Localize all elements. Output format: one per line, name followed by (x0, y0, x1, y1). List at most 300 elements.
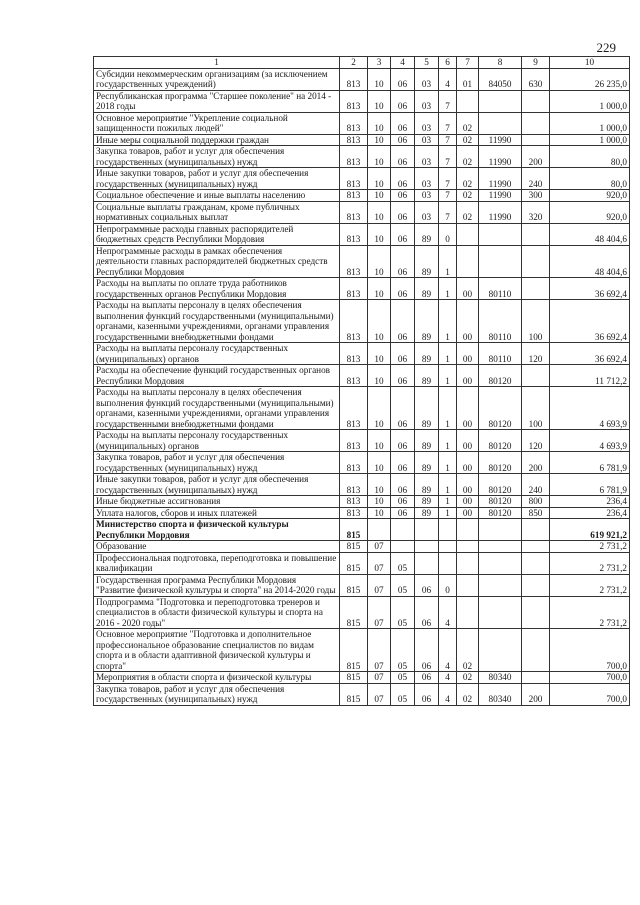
code-subprogram: 4 (439, 683, 457, 705)
code-activity (457, 90, 479, 112)
code-ministry: 813 (340, 430, 368, 452)
row-name: Уплата налогов, сборов и иных платежей (94, 507, 340, 519)
code-subsection: 06 (391, 245, 415, 278)
table-row (94, 112, 630, 134)
code-expense-type: 100 (522, 387, 550, 430)
code-section: 10 (368, 343, 391, 365)
row-amount: 700,0 (550, 629, 630, 672)
column-header: 6 (439, 57, 457, 69)
code-ministry: 813 (340, 112, 368, 134)
table-row (94, 190, 630, 202)
row-amount: 920,0 (550, 201, 630, 223)
code-activity: 00 (457, 452, 479, 474)
code-direction: 84050 (479, 68, 522, 90)
row-amount: 80,0 (550, 146, 630, 168)
row-amount: 26 235,0 (550, 68, 630, 90)
code-direction: 80340 (479, 672, 522, 684)
code-activity: 02 (457, 683, 479, 705)
row-name: Министерство спорта и физической культуры Республики Мордовия (94, 519, 340, 541)
code-direction (479, 245, 522, 278)
code-activity: 00 (457, 365, 479, 387)
code-ministry: 813 (340, 343, 368, 365)
code-program: 03 (415, 146, 439, 168)
column-header: 1 (94, 57, 340, 69)
code-ministry: 813 (340, 452, 368, 474)
code-activity: 02 (457, 201, 479, 223)
row-amount: 36 692,4 (550, 300, 630, 343)
row-name: Расходы на выплаты персоналу в целях обеспечения выполнения функций государственными (муниципальными) органами, казенными учреждениями, органами управления государственными внебюджетными фондами (94, 300, 340, 343)
code-subsection: 06 (391, 387, 415, 430)
code-direction (479, 223, 522, 245)
code-section: 07 (368, 672, 391, 684)
code-activity: 00 (457, 343, 479, 365)
code-program: 06 (415, 574, 439, 596)
row-name: Расходы на выплаты персоналу государственных (муниципальных) органов (94, 343, 340, 365)
code-section: 10 (368, 90, 391, 112)
code-subsection: 05 (391, 672, 415, 684)
code-direction (479, 629, 522, 672)
code-activity (457, 245, 479, 278)
row-amount: 920,0 (550, 190, 630, 202)
code-section: 10 (368, 201, 391, 223)
code-expense-type: 850 (522, 507, 550, 519)
row-name: Закупка товаров, работ и услуг для обеспечения государственных (муниципальных) нужд (94, 452, 340, 474)
code-direction: 80110 (479, 300, 522, 343)
code-direction (479, 541, 522, 553)
code-subsection: 06 (391, 452, 415, 474)
row-amount: 1 000,0 (550, 112, 630, 134)
table-row (94, 452, 630, 474)
code-subsection (391, 541, 415, 553)
code-subprogram: 7 (439, 134, 457, 146)
row-amount: 700,0 (550, 683, 630, 705)
row-name: Расходы на выплаты персоналу в целях обеспечения выполнения функций государственными (муниципальными) органами, казенными учреждениями, органами управления государственными внебюджетными фондами (94, 387, 340, 430)
code-activity (457, 574, 479, 596)
code-ministry: 815 (340, 519, 368, 541)
column-header: 4 (391, 57, 415, 69)
table-row (94, 245, 630, 278)
code-program: 89 (415, 278, 439, 300)
code-subsection: 05 (391, 683, 415, 705)
row-amount: 2 731,2 (550, 552, 630, 574)
code-direction (479, 596, 522, 629)
code-subprogram: 7 (439, 168, 457, 190)
row-name: Субсидии некоммерческим организациям (за исключением государственных учреждений) (94, 68, 340, 90)
code-ministry: 813 (340, 68, 368, 90)
code-subprogram: 4 (439, 672, 457, 684)
code-section: 10 (368, 146, 391, 168)
code-ministry: 815 (340, 552, 368, 574)
page-number: 229 (596, 40, 616, 55)
code-activity: 00 (457, 387, 479, 430)
code-section: 10 (368, 278, 391, 300)
code-subprogram: 7 (439, 201, 457, 223)
code-ministry: 815 (340, 683, 368, 705)
code-ministry: 813 (340, 300, 368, 343)
code-program: 89 (415, 452, 439, 474)
code-section: 07 (368, 629, 391, 672)
code-expense-type: 200 (522, 146, 550, 168)
code-program: 03 (415, 201, 439, 223)
row-amount: 2 731,2 (550, 541, 630, 553)
code-section: 10 (368, 387, 391, 430)
code-direction: 11990 (479, 134, 522, 146)
code-program: 06 (415, 683, 439, 705)
code-section: 07 (368, 552, 391, 574)
column-header: 7 (457, 57, 479, 69)
code-subsection: 06 (391, 278, 415, 300)
code-activity: 02 (457, 134, 479, 146)
row-name: Иные меры социальной поддержки граждан (94, 134, 340, 146)
table-row (94, 683, 630, 705)
code-program: 06 (415, 596, 439, 629)
code-section: 07 (368, 574, 391, 596)
row-amount: 36 692,4 (550, 278, 630, 300)
code-subprogram: 1 (439, 452, 457, 474)
row-amount: 48 404,6 (550, 245, 630, 278)
code-subsection: 05 (391, 574, 415, 596)
code-section: 10 (368, 507, 391, 519)
code-program: 03 (415, 134, 439, 146)
code-ministry: 813 (340, 387, 368, 430)
code-direction: 80120 (479, 496, 522, 508)
table-row (94, 430, 630, 452)
code-ministry: 813 (340, 278, 368, 300)
code-activity (457, 223, 479, 245)
code-expense-type (522, 519, 550, 541)
code-subprogram: 1 (439, 300, 457, 343)
code-subsection: 06 (391, 343, 415, 365)
code-direction: 11990 (479, 201, 522, 223)
code-expense-type: 100 (522, 300, 550, 343)
column-header: 8 (479, 57, 522, 69)
code-activity (457, 552, 479, 574)
table-row (94, 68, 630, 90)
code-activity: 00 (457, 300, 479, 343)
code-expense-type: 240 (522, 474, 550, 496)
code-activity: 00 (457, 278, 479, 300)
code-subsection: 06 (391, 190, 415, 202)
code-subprogram: 7 (439, 90, 457, 112)
row-amount: 2 731,2 (550, 596, 630, 629)
code-subsection: 06 (391, 112, 415, 134)
code-activity: 02 (457, 629, 479, 672)
code-direction: 11990 (479, 168, 522, 190)
code-activity: 00 (457, 474, 479, 496)
row-amount: 6 781,9 (550, 474, 630, 496)
table-row (94, 146, 630, 168)
code-section: 10 (368, 245, 391, 278)
row-name: Основное мероприятие "Укрепление социальной защищенности пожилых людей" (94, 112, 340, 134)
code-ministry: 813 (340, 507, 368, 519)
code-program: 03 (415, 68, 439, 90)
code-program: 89 (415, 474, 439, 496)
code-expense-type (522, 90, 550, 112)
code-expense-type: 120 (522, 430, 550, 452)
code-activity (457, 596, 479, 629)
table-row (94, 574, 630, 596)
code-activity: 02 (457, 146, 479, 168)
code-program: 89 (415, 223, 439, 245)
table-body (94, 68, 630, 705)
code-program: 03 (415, 190, 439, 202)
row-amount: 48 404,6 (550, 223, 630, 245)
row-name: Расходы на выплаты по оплате труда работников государственных органов Республики Мордовия (94, 278, 340, 300)
code-direction (479, 574, 522, 596)
code-section: 10 (368, 190, 391, 202)
code-program (415, 541, 439, 553)
code-program (415, 519, 439, 541)
code-subsection: 05 (391, 596, 415, 629)
code-expense-type: 300 (522, 190, 550, 202)
code-section: 10 (368, 365, 391, 387)
code-expense-type (522, 134, 550, 146)
row-name: Расходы на выплаты персоналу государственных (муниципальных) органов (94, 430, 340, 452)
column-number-row (94, 57, 630, 69)
table-row (94, 134, 630, 146)
code-ministry: 815 (340, 629, 368, 672)
code-section: 07 (368, 541, 391, 553)
code-expense-type: 800 (522, 496, 550, 508)
code-program: 03 (415, 168, 439, 190)
code-subsection: 06 (391, 146, 415, 168)
code-direction: 11990 (479, 146, 522, 168)
code-ministry: 813 (340, 168, 368, 190)
table-row (94, 541, 630, 553)
code-expense-type: 120 (522, 343, 550, 365)
code-subsection: 06 (391, 474, 415, 496)
code-subprogram: 1 (439, 430, 457, 452)
code-activity (457, 519, 479, 541)
row-name: Иные закупки товаров, работ и услуг для обеспечения государственных (муниципальных) нужд (94, 474, 340, 496)
code-subsection: 06 (391, 90, 415, 112)
code-ministry: 813 (340, 134, 368, 146)
table-row (94, 519, 630, 541)
code-activity: 02 (457, 190, 479, 202)
code-expense-type: 200 (522, 452, 550, 474)
table-row (94, 201, 630, 223)
row-name: Государственная программа Республики Мордовия "Развитие физической культуры и спорта" на 2014-2020 годы (94, 574, 340, 596)
code-section: 10 (368, 168, 391, 190)
code-expense-type (522, 552, 550, 574)
column-header: 2 (340, 57, 368, 69)
code-section: 07 (368, 683, 391, 705)
row-amount: 236,4 (550, 496, 630, 508)
code-ministry: 813 (340, 223, 368, 245)
row-amount: 80,0 (550, 168, 630, 190)
code-section: 07 (368, 596, 391, 629)
code-activity: 02 (457, 112, 479, 134)
code-program: 89 (415, 387, 439, 430)
table-row (94, 387, 630, 430)
code-subprogram: 4 (439, 629, 457, 672)
code-expense-type (522, 574, 550, 596)
code-ministry: 813 (340, 474, 368, 496)
code-direction: 80110 (479, 343, 522, 365)
code-expense-type (522, 672, 550, 684)
code-expense-type (522, 541, 550, 553)
code-section: 10 (368, 300, 391, 343)
table-row (94, 223, 630, 245)
row-name: Социальные выплаты гражданам, кроме публичных нормативных социальных выплат (94, 201, 340, 223)
code-program: 06 (415, 672, 439, 684)
code-expense-type (522, 112, 550, 134)
table-row (94, 596, 630, 629)
code-subsection: 06 (391, 365, 415, 387)
code-activity (457, 541, 479, 553)
code-subprogram: 4 (439, 596, 457, 629)
code-subsection: 05 (391, 629, 415, 672)
code-direction: 80120 (479, 507, 522, 519)
code-direction: 11990 (479, 190, 522, 202)
row-amount: 700,0 (550, 672, 630, 684)
code-subprogram: 4 (439, 68, 457, 90)
code-subprogram (439, 519, 457, 541)
code-program: 89 (415, 245, 439, 278)
code-subsection: 06 (391, 223, 415, 245)
code-activity: 02 (457, 672, 479, 684)
code-expense-type: 240 (522, 168, 550, 190)
code-direction (479, 552, 522, 574)
budget-table (93, 56, 630, 706)
code-subprogram: 1 (439, 343, 457, 365)
code-section: 10 (368, 112, 391, 134)
code-ministry: 813 (340, 201, 368, 223)
row-amount: 6 781,9 (550, 452, 630, 474)
code-program (415, 552, 439, 574)
code-subsection: 06 (391, 430, 415, 452)
code-program: 89 (415, 365, 439, 387)
code-section (368, 519, 391, 541)
code-activity: 00 (457, 430, 479, 452)
code-subprogram: 1 (439, 387, 457, 430)
code-program: 06 (415, 629, 439, 672)
code-subprogram: 1 (439, 507, 457, 519)
code-expense-type (522, 245, 550, 278)
table-row (94, 474, 630, 496)
code-section: 10 (368, 223, 391, 245)
code-program: 89 (415, 343, 439, 365)
code-direction (479, 112, 522, 134)
row-name: Социальное обеспечение и иные выплаты населению (94, 190, 340, 202)
table-row (94, 552, 630, 574)
table-row (94, 343, 630, 365)
code-activity: 01 (457, 68, 479, 90)
code-ministry: 813 (340, 496, 368, 508)
code-ministry: 815 (340, 541, 368, 553)
code-subprogram: 7 (439, 112, 457, 134)
code-subprogram (439, 541, 457, 553)
code-subprogram: 7 (439, 146, 457, 168)
code-subprogram: 0 (439, 223, 457, 245)
code-program: 89 (415, 430, 439, 452)
row-name: Непрограммные расходы главных распорядителей бюджетных средств Республики Мордовия (94, 223, 340, 245)
code-subprogram: 1 (439, 365, 457, 387)
code-ministry: 813 (340, 190, 368, 202)
code-ministry: 813 (340, 90, 368, 112)
row-amount: 1 000,0 (550, 90, 630, 112)
row-name: Подпрограмма "Подготовка и переподготовка тренеров и специалистов в области физической культуры и спорта на 2016 - 2020 годы" (94, 596, 340, 629)
column-header: 10 (550, 57, 630, 69)
code-activity: 02 (457, 168, 479, 190)
row-amount: 36 692,4 (550, 343, 630, 365)
code-section: 10 (368, 496, 391, 508)
table-row (94, 168, 630, 190)
code-expense-type: 200 (522, 683, 550, 705)
code-subsection: 06 (391, 496, 415, 508)
row-amount: 236,4 (550, 507, 630, 519)
code-subprogram: 0 (439, 574, 457, 596)
code-subsection: 06 (391, 507, 415, 519)
code-subprogram: 7 (439, 190, 457, 202)
row-amount: 1 000,0 (550, 134, 630, 146)
table-row (94, 278, 630, 300)
code-direction: 80110 (479, 278, 522, 300)
code-expense-type (522, 223, 550, 245)
row-amount: 619 921,2 (550, 519, 630, 541)
code-subprogram (439, 552, 457, 574)
row-name: Образование (94, 541, 340, 553)
code-direction (479, 519, 522, 541)
code-subsection: 06 (391, 68, 415, 90)
code-subsection: 06 (391, 201, 415, 223)
code-subprogram: 1 (439, 245, 457, 278)
code-subprogram: 1 (439, 496, 457, 508)
code-section: 10 (368, 134, 391, 146)
code-subsection: 05 (391, 552, 415, 574)
row-amount: 4 693,9 (550, 430, 630, 452)
code-expense-type: 320 (522, 201, 550, 223)
code-expense-type (522, 629, 550, 672)
code-activity: 00 (457, 496, 479, 508)
row-name: Мероприятия в области спорта и физической культуры (94, 672, 340, 684)
code-expense-type: 630 (522, 68, 550, 90)
row-name: Расходы на обеспечение функций государственных органов Республики Мордовия (94, 365, 340, 387)
code-program: 89 (415, 300, 439, 343)
row-name: Иные бюджетные ассигнования (94, 496, 340, 508)
table-row (94, 672, 630, 684)
table-row (94, 365, 630, 387)
column-header: 5 (415, 57, 439, 69)
code-subprogram: 1 (439, 474, 457, 496)
code-ministry: 815 (340, 672, 368, 684)
table-row (94, 629, 630, 672)
code-expense-type (522, 365, 550, 387)
code-ministry: 813 (340, 245, 368, 278)
code-section: 10 (368, 68, 391, 90)
code-program: 03 (415, 112, 439, 134)
row-name: Иные закупки товаров, работ и услуг для обеспечения государственных (муниципальных) нужд (94, 168, 340, 190)
table-row (94, 496, 630, 508)
row-name: Непрограммные расходы в рамках обеспечения деятельности главных распорядителей бюджетных средств Республики Мордовия (94, 245, 340, 278)
column-header: 3 (368, 57, 391, 69)
row-amount: 4 693,9 (550, 387, 630, 430)
code-ministry: 815 (340, 596, 368, 629)
code-program: 03 (415, 90, 439, 112)
table-row (94, 300, 630, 343)
code-section: 10 (368, 430, 391, 452)
row-name: Закупка товаров, работ и услуг для обеспечения государственных (муниципальных) нужд (94, 146, 340, 168)
code-subsection (391, 519, 415, 541)
row-amount: 2 731,2 (550, 574, 630, 596)
code-section: 10 (368, 474, 391, 496)
code-ministry: 813 (340, 365, 368, 387)
code-subprogram: 1 (439, 278, 457, 300)
row-name: Основное мероприятие "Подготовка и дополнительное профессиональное образование специалистов по видам спорта и в области адаптивной физической культуры и спорта" (94, 629, 340, 672)
code-section: 10 (368, 452, 391, 474)
code-ministry: 813 (340, 146, 368, 168)
row-name: Профессиональная подготовка, переподготовка и повышение квалификации (94, 552, 340, 574)
